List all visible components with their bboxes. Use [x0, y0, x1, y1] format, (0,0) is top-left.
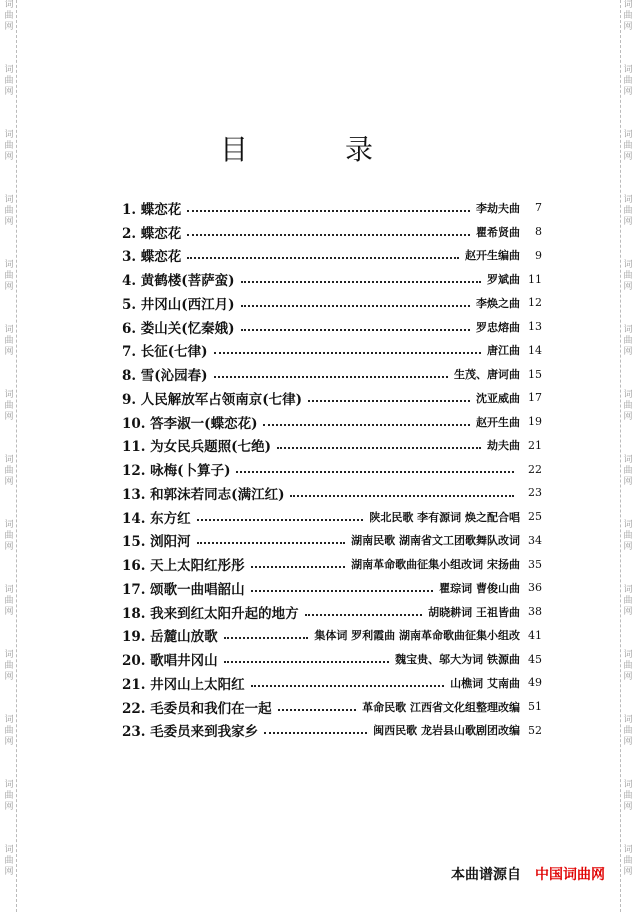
- watermark-char: 词: [623, 0, 633, 10]
- watermark-char: 曲: [623, 336, 633, 346]
- entry-page-number: 52: [528, 723, 542, 737]
- watermark-char: 网: [623, 477, 633, 487]
- watermark-char: 网: [4, 607, 14, 617]
- watermark-group: [4, 195, 13, 228]
- entry-credit: 沈亚威曲: [476, 391, 520, 405]
- entry-credit: 李焕之曲: [476, 296, 520, 310]
- entry-credit: 李劫夫曲: [476, 201, 520, 215]
- watermark-char: 网: [4, 152, 14, 162]
- watermark-char: 曲: [4, 726, 14, 736]
- watermark-group: [4, 325, 13, 358]
- entry-credit: 闽西民歌 龙岩县山歌剧团改编: [373, 724, 520, 738]
- entry-page-number: 38: [528, 605, 542, 619]
- watermark-char: 网: [623, 282, 633, 292]
- watermark-char: 词: [623, 845, 633, 855]
- toc-entry[interactable]: [122, 695, 542, 719]
- toc-entry[interactable]: [122, 481, 542, 505]
- watermark-char: 曲: [623, 11, 633, 21]
- toc-entry[interactable]: [122, 457, 542, 481]
- watermark-char: 网: [623, 737, 633, 747]
- watermark-char: 曲: [4, 336, 14, 346]
- watermark-char: 网: [623, 867, 633, 877]
- watermark-char: 词: [623, 780, 633, 790]
- watermark-group: [623, 325, 632, 358]
- entry-credit: 革命民歌 江西省文化组整理改编: [362, 700, 520, 714]
- entry-title: 9. 人民解放军占领南京(七律): [122, 391, 303, 408]
- watermark-char: 词: [4, 520, 14, 530]
- watermark-char: 词: [4, 390, 14, 400]
- watermark-char: 网: [623, 347, 633, 357]
- toc-entry[interactable]: [122, 267, 542, 291]
- entry-page-number: 25: [528, 510, 542, 524]
- watermark-char: 词: [4, 325, 14, 335]
- leader-dots: [263, 424, 470, 426]
- watermark-char: 网: [4, 347, 14, 357]
- leader-dots: [241, 305, 470, 307]
- watermark-char: 词: [623, 390, 633, 400]
- toc-entry[interactable]: [122, 220, 542, 244]
- toc-entry[interactable]: [122, 386, 542, 410]
- watermark-char: 网: [4, 217, 14, 227]
- watermark-char: 网: [623, 87, 633, 97]
- toc-entry[interactable]: [122, 576, 542, 600]
- entry-title: 4. 黄鹤楼(菩萨蛮): [122, 273, 235, 290]
- watermark-char: 曲: [4, 531, 14, 541]
- entry-page-number: 51: [528, 700, 542, 714]
- entry-title: 14. 东方红: [122, 510, 191, 527]
- entry-page-number: 36: [528, 581, 542, 595]
- watermark-group: [623, 455, 632, 488]
- entry-credit: 魏宝贵、邬大为词 铁源曲: [395, 653, 520, 667]
- entry-title: 19. 岳麓山放歌: [122, 629, 218, 646]
- watermark-char: 词: [623, 325, 633, 335]
- watermark-char: 曲: [4, 596, 14, 606]
- watermark-char: 网: [623, 412, 633, 422]
- watermark-char: 曲: [4, 661, 14, 671]
- watermark-group: [4, 0, 13, 33]
- watermark-char: 网: [623, 22, 633, 32]
- entry-title: 20. 歌唱井冈山: [122, 653, 218, 670]
- watermark-group: [623, 585, 632, 618]
- watermark-group: [623, 195, 632, 228]
- toc-entry[interactable]: [122, 529, 542, 553]
- entry-page-number: 19: [528, 415, 542, 429]
- watermark-char: 词: [623, 585, 633, 595]
- leader-dots: [187, 257, 459, 259]
- leader-dots: [305, 614, 422, 616]
- watermark-group: [4, 650, 13, 683]
- entry-title: 10. 答李淑一(蝶恋花): [122, 415, 258, 432]
- source-footer: [451, 864, 605, 884]
- entry-page-number: 14: [528, 343, 542, 357]
- toc-entry[interactable]: [122, 434, 542, 458]
- entry-title: 21. 井冈山上太阳红: [122, 676, 245, 693]
- watermark-char: 词: [623, 715, 633, 725]
- watermark-char: 网: [623, 542, 633, 552]
- entry-credit: 瞿琮词 曹俊山曲: [439, 581, 520, 595]
- entry-page-number: 8: [535, 225, 542, 239]
- toc-entry[interactable]: [122, 315, 542, 339]
- watermark-char: 曲: [623, 206, 633, 216]
- entry-title: 7. 长征(七律): [122, 344, 208, 361]
- watermark-char: 网: [4, 802, 14, 812]
- watermark-char: 网: [4, 672, 14, 682]
- entry-title: 12. 咏梅(卜算子): [122, 463, 231, 480]
- watermark-char: 网: [623, 217, 633, 227]
- entry-title: 17. 颂歌一曲唱韶山: [122, 581, 245, 598]
- entry-title: 23. 毛委员来到我家乡: [122, 724, 259, 741]
- watermark-char: 网: [623, 802, 633, 812]
- entry-credit: 集体词 罗利霞曲 湖南革命歌曲征集小组改: [314, 629, 520, 643]
- entry-credit: 瞿希贤曲: [476, 225, 520, 239]
- leader-dots: [251, 590, 433, 592]
- watermark-char: 词: [4, 130, 14, 140]
- watermark-char: 词: [4, 0, 14, 10]
- watermark-group: [4, 390, 13, 423]
- entry-page-number: 13: [528, 320, 542, 334]
- toc-entry[interactable]: [122, 600, 542, 624]
- entry-page-number: 12: [528, 296, 542, 310]
- entry-credit: 赵开生编曲: [465, 249, 520, 263]
- watermark-char: 词: [623, 195, 633, 205]
- entry-title: 1. 蝶恋花: [122, 201, 182, 218]
- watermark-char: 曲: [623, 856, 633, 866]
- entry-page-number: 23: [528, 486, 542, 500]
- watermark-char: 网: [4, 867, 14, 877]
- watermark-char: 词: [623, 520, 633, 530]
- leader-dots: [224, 661, 389, 663]
- watermark-group: [4, 780, 13, 813]
- watermark-group: [4, 520, 13, 553]
- leader-dots: [214, 352, 481, 354]
- watermark-group: [623, 390, 632, 423]
- watermark-char: 词: [623, 650, 633, 660]
- entry-page-number: 21: [528, 438, 542, 452]
- leader-dots: [224, 637, 309, 639]
- entry-page-number: 11: [528, 272, 542, 286]
- entry-page-number: 41: [528, 628, 542, 642]
- watermark-group: [623, 715, 632, 748]
- watermark-char: 曲: [623, 661, 633, 671]
- leader-dots: [251, 566, 345, 568]
- watermark-group: [623, 520, 632, 553]
- watermark-group: [623, 0, 632, 33]
- watermark-group: [4, 845, 13, 878]
- leader-dots: [187, 210, 470, 212]
- watermark-char: 词: [623, 65, 633, 75]
- watermark-char: 网: [4, 737, 14, 747]
- watermark-char: 网: [4, 22, 14, 32]
- entry-page-number: 9: [535, 248, 542, 262]
- entry-credit: 罗斌曲: [487, 273, 520, 287]
- watermark-char: 网: [623, 672, 633, 682]
- toc-entry[interactable]: [122, 410, 542, 434]
- watermark-group: [623, 780, 632, 813]
- entry-title: 3. 蝶恋花: [122, 249, 182, 266]
- entry-title: 2. 蝶恋花: [122, 225, 182, 242]
- watermark-char: 网: [4, 477, 14, 487]
- entry-credit: 唐江曲: [487, 344, 520, 358]
- watermark-char: 曲: [623, 271, 633, 281]
- toc-entry[interactable]: [122, 339, 542, 363]
- toc-entry[interactable]: [122, 362, 542, 386]
- toc-entry[interactable]: [122, 719, 542, 743]
- watermark-char: 词: [623, 455, 633, 465]
- watermark-group: [4, 260, 13, 293]
- watermark-group: [623, 845, 632, 878]
- site-name-link[interactable]: 中国词曲网: [535, 867, 605, 883]
- toc-entry[interactable]: [122, 291, 542, 315]
- watermark-char: 曲: [623, 401, 633, 411]
- watermark-char: 词: [4, 260, 14, 270]
- watermark-char: 曲: [4, 76, 14, 86]
- entry-page-number: 7: [535, 201, 542, 215]
- entry-credit: 生茂、唐诃曲: [454, 368, 520, 382]
- entry-title: 11. 为女民兵题照(七绝): [122, 439, 271, 456]
- watermark-char: 曲: [623, 791, 633, 801]
- watermark-char: 词: [4, 845, 14, 855]
- watermark-char: 词: [623, 130, 633, 140]
- watermark-char: 词: [4, 455, 14, 465]
- watermark-char: 网: [623, 607, 633, 617]
- watermark-char: 曲: [623, 726, 633, 736]
- entry-page-number: 17: [528, 391, 542, 405]
- entry-title: 16. 天上太阳红彤彤: [122, 558, 245, 575]
- watermark-char: 词: [4, 195, 14, 205]
- watermark-char: 曲: [623, 596, 633, 606]
- entry-credit: 劫夫曲: [487, 439, 520, 453]
- watermark-char: 曲: [4, 466, 14, 476]
- entry-page-number: 22: [528, 462, 542, 476]
- watermark-char: 曲: [623, 466, 633, 476]
- leader-dots: [290, 495, 514, 497]
- entry-credit: 赵开生曲: [476, 415, 520, 429]
- watermark-char: 曲: [4, 856, 14, 866]
- entry-credit: 湖南民歌 湖南省文工团歌舞队改词: [351, 534, 520, 548]
- toc-entry[interactable]: [122, 552, 542, 576]
- watermark-char: 网: [4, 87, 14, 97]
- entry-title: 8. 雪(沁园春): [122, 368, 208, 385]
- leader-dots: [277, 447, 481, 449]
- leader-dots: [264, 732, 367, 734]
- entry-page-number: 49: [528, 676, 542, 690]
- toc-entry[interactable]: [122, 624, 542, 648]
- watermark-char: 词: [4, 650, 14, 660]
- toc-entry[interactable]: [122, 671, 542, 695]
- entry-credit: 湖南革命歌曲征集小组改词 宋扬曲: [351, 558, 520, 572]
- watermark-char: 曲: [623, 141, 633, 151]
- watermark-char: 曲: [4, 271, 14, 281]
- watermark-char: 词: [4, 585, 14, 595]
- entry-title: 6. 娄山关(忆秦娥): [122, 320, 235, 337]
- watermark-char: 词: [4, 780, 14, 790]
- entry-credit: 罗忠熔曲: [476, 320, 520, 334]
- watermark-group: [4, 715, 13, 748]
- leader-dots: [187, 234, 470, 236]
- leader-dots: [236, 471, 514, 473]
- leader-dots: [241, 281, 481, 283]
- watermark-char: 曲: [4, 11, 14, 21]
- entry-title: 13. 和郭沫若同志(满江红): [122, 486, 285, 503]
- entry-credit: 陕北民歌 李有源词 焕之配合唱: [369, 510, 520, 524]
- entry-title: 18. 我来到红太阳升起的地方: [122, 605, 299, 622]
- toc-entry[interactable]: [122, 505, 542, 529]
- watermark-char: 网: [4, 412, 14, 422]
- leader-dots: [197, 519, 364, 521]
- entry-title: 5. 井冈山(西江月): [122, 296, 235, 313]
- watermark-group: [4, 455, 13, 488]
- watermark-group: [4, 585, 13, 618]
- leader-dots: [214, 376, 448, 378]
- leader-dots: [308, 400, 470, 402]
- leader-dots: [197, 542, 345, 544]
- watermark-char: 词: [4, 715, 14, 725]
- watermark-char: 曲: [4, 141, 14, 151]
- leader-dots: [241, 329, 470, 331]
- watermark-group: [623, 65, 632, 98]
- leader-dots: [251, 685, 444, 687]
- toc-entry[interactable]: [122, 244, 542, 268]
- watermark-char: 曲: [4, 791, 14, 801]
- source-label: 本曲谱源自: [451, 867, 521, 883]
- watermark-char: 词: [623, 260, 633, 270]
- watermark-char: 曲: [4, 206, 14, 216]
- watermark-group: [4, 65, 13, 98]
- entry-title: 15. 浏阳河: [122, 534, 191, 551]
- entry-page-number: 15: [528, 367, 542, 381]
- watermark-group: [623, 650, 632, 683]
- leader-dots: [278, 709, 356, 711]
- entry-credit: 山樵词 艾南曲: [450, 676, 520, 690]
- toc-entry[interactable]: [122, 647, 542, 671]
- page-title: 目 录: [220, 133, 417, 166]
- watermark-char: 曲: [623, 531, 633, 541]
- watermark-char: 词: [4, 65, 14, 75]
- entry-page-number: 34: [528, 533, 542, 547]
- watermark-group: [623, 260, 632, 293]
- entry-page-number: 45: [528, 652, 542, 666]
- toc-entry[interactable]: [122, 196, 542, 220]
- table-of-contents: [122, 196, 542, 742]
- entry-credit: 胡晓耕词 王祖皆曲: [428, 605, 520, 619]
- watermark-char: 曲: [4, 401, 14, 411]
- watermark-char: 网: [623, 152, 633, 162]
- watermark-char: 曲: [623, 76, 633, 86]
- watermark-char: 网: [4, 542, 14, 552]
- entry-page-number: 35: [528, 557, 542, 571]
- entry-title: 22. 毛委员和我们在一起: [122, 700, 272, 717]
- watermark-char: 网: [4, 282, 14, 292]
